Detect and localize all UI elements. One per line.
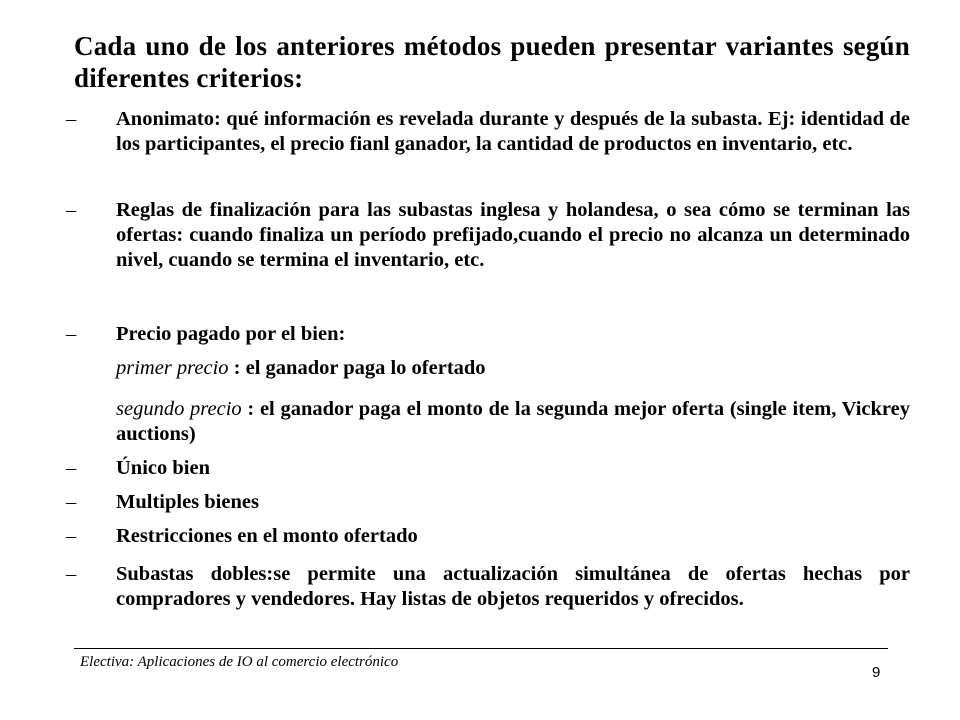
bullet-dash: – (66, 491, 77, 513)
bullet-dash: – (66, 525, 77, 547)
page-number: 9 (872, 664, 881, 681)
item-text: Subastas dobles:se permite una actualización simultánea de ofertas hechas por compradores y vendedores. Hay listas de objetos requeridos y ofrecidos. (116, 563, 910, 610)
list-item-unico-bien (66, 456, 910, 481)
list-item-precio-pagado (66, 322, 910, 347)
term-segundo-precio: segundo precio (116, 398, 242, 420)
item-text: Anonimato: qué información es revelada durante y después de la subasta. Ej: identidad de los participantes, el precio fianl ganador, la cantidad de productos en inventario, etc. (116, 108, 910, 155)
list-item-restricciones (66, 524, 910, 549)
item-text: Precio pagado por el bien: (116, 323, 346, 345)
term-primer-precio: primer precio (116, 357, 229, 379)
sub-item-segundo-precio (116, 397, 910, 447)
list-item-subastas-dobles (66, 562, 910, 612)
item-text: Reglas de finalización para las subastas inglesa y holandesa, o sea cómo se terminan las ofertas: cuando finaliza un período prefijado,cuando el precio no alcanza un determinado nivel, cuando se termina el inventario, etc. (116, 199, 910, 271)
footer-course-name: Electiva: Aplicaciones de IO al comercio electrónico (80, 654, 399, 670)
item-text: Multiples bienes (116, 491, 259, 513)
list-item-reglas-finalizacion (66, 198, 910, 273)
sub-item-primer-precio (116, 356, 910, 381)
item-text: Único bien (116, 457, 210, 479)
item-text: Restricciones en el monto ofertado (116, 525, 418, 547)
footer-divider (74, 648, 888, 649)
item-text: : el ganador paga lo ofertado (228, 357, 486, 379)
list-item-multiples-bienes (66, 490, 910, 515)
bullet-dash: – (66, 108, 77, 130)
bullet-dash: – (66, 323, 77, 345)
list-item-anonimato (66, 107, 910, 157)
bullet-dash: – (66, 563, 77, 585)
bullet-dash: – (66, 457, 77, 479)
slide-heading: Cada uno de los anteriores métodos pueden presentar variantes según diferentes criterios: (74, 31, 910, 93)
bullet-dash: – (66, 199, 77, 221)
item-text: : el ganador paga el monto de la segunda mejor oferta (single item, Vickrey auctions) (116, 398, 910, 445)
